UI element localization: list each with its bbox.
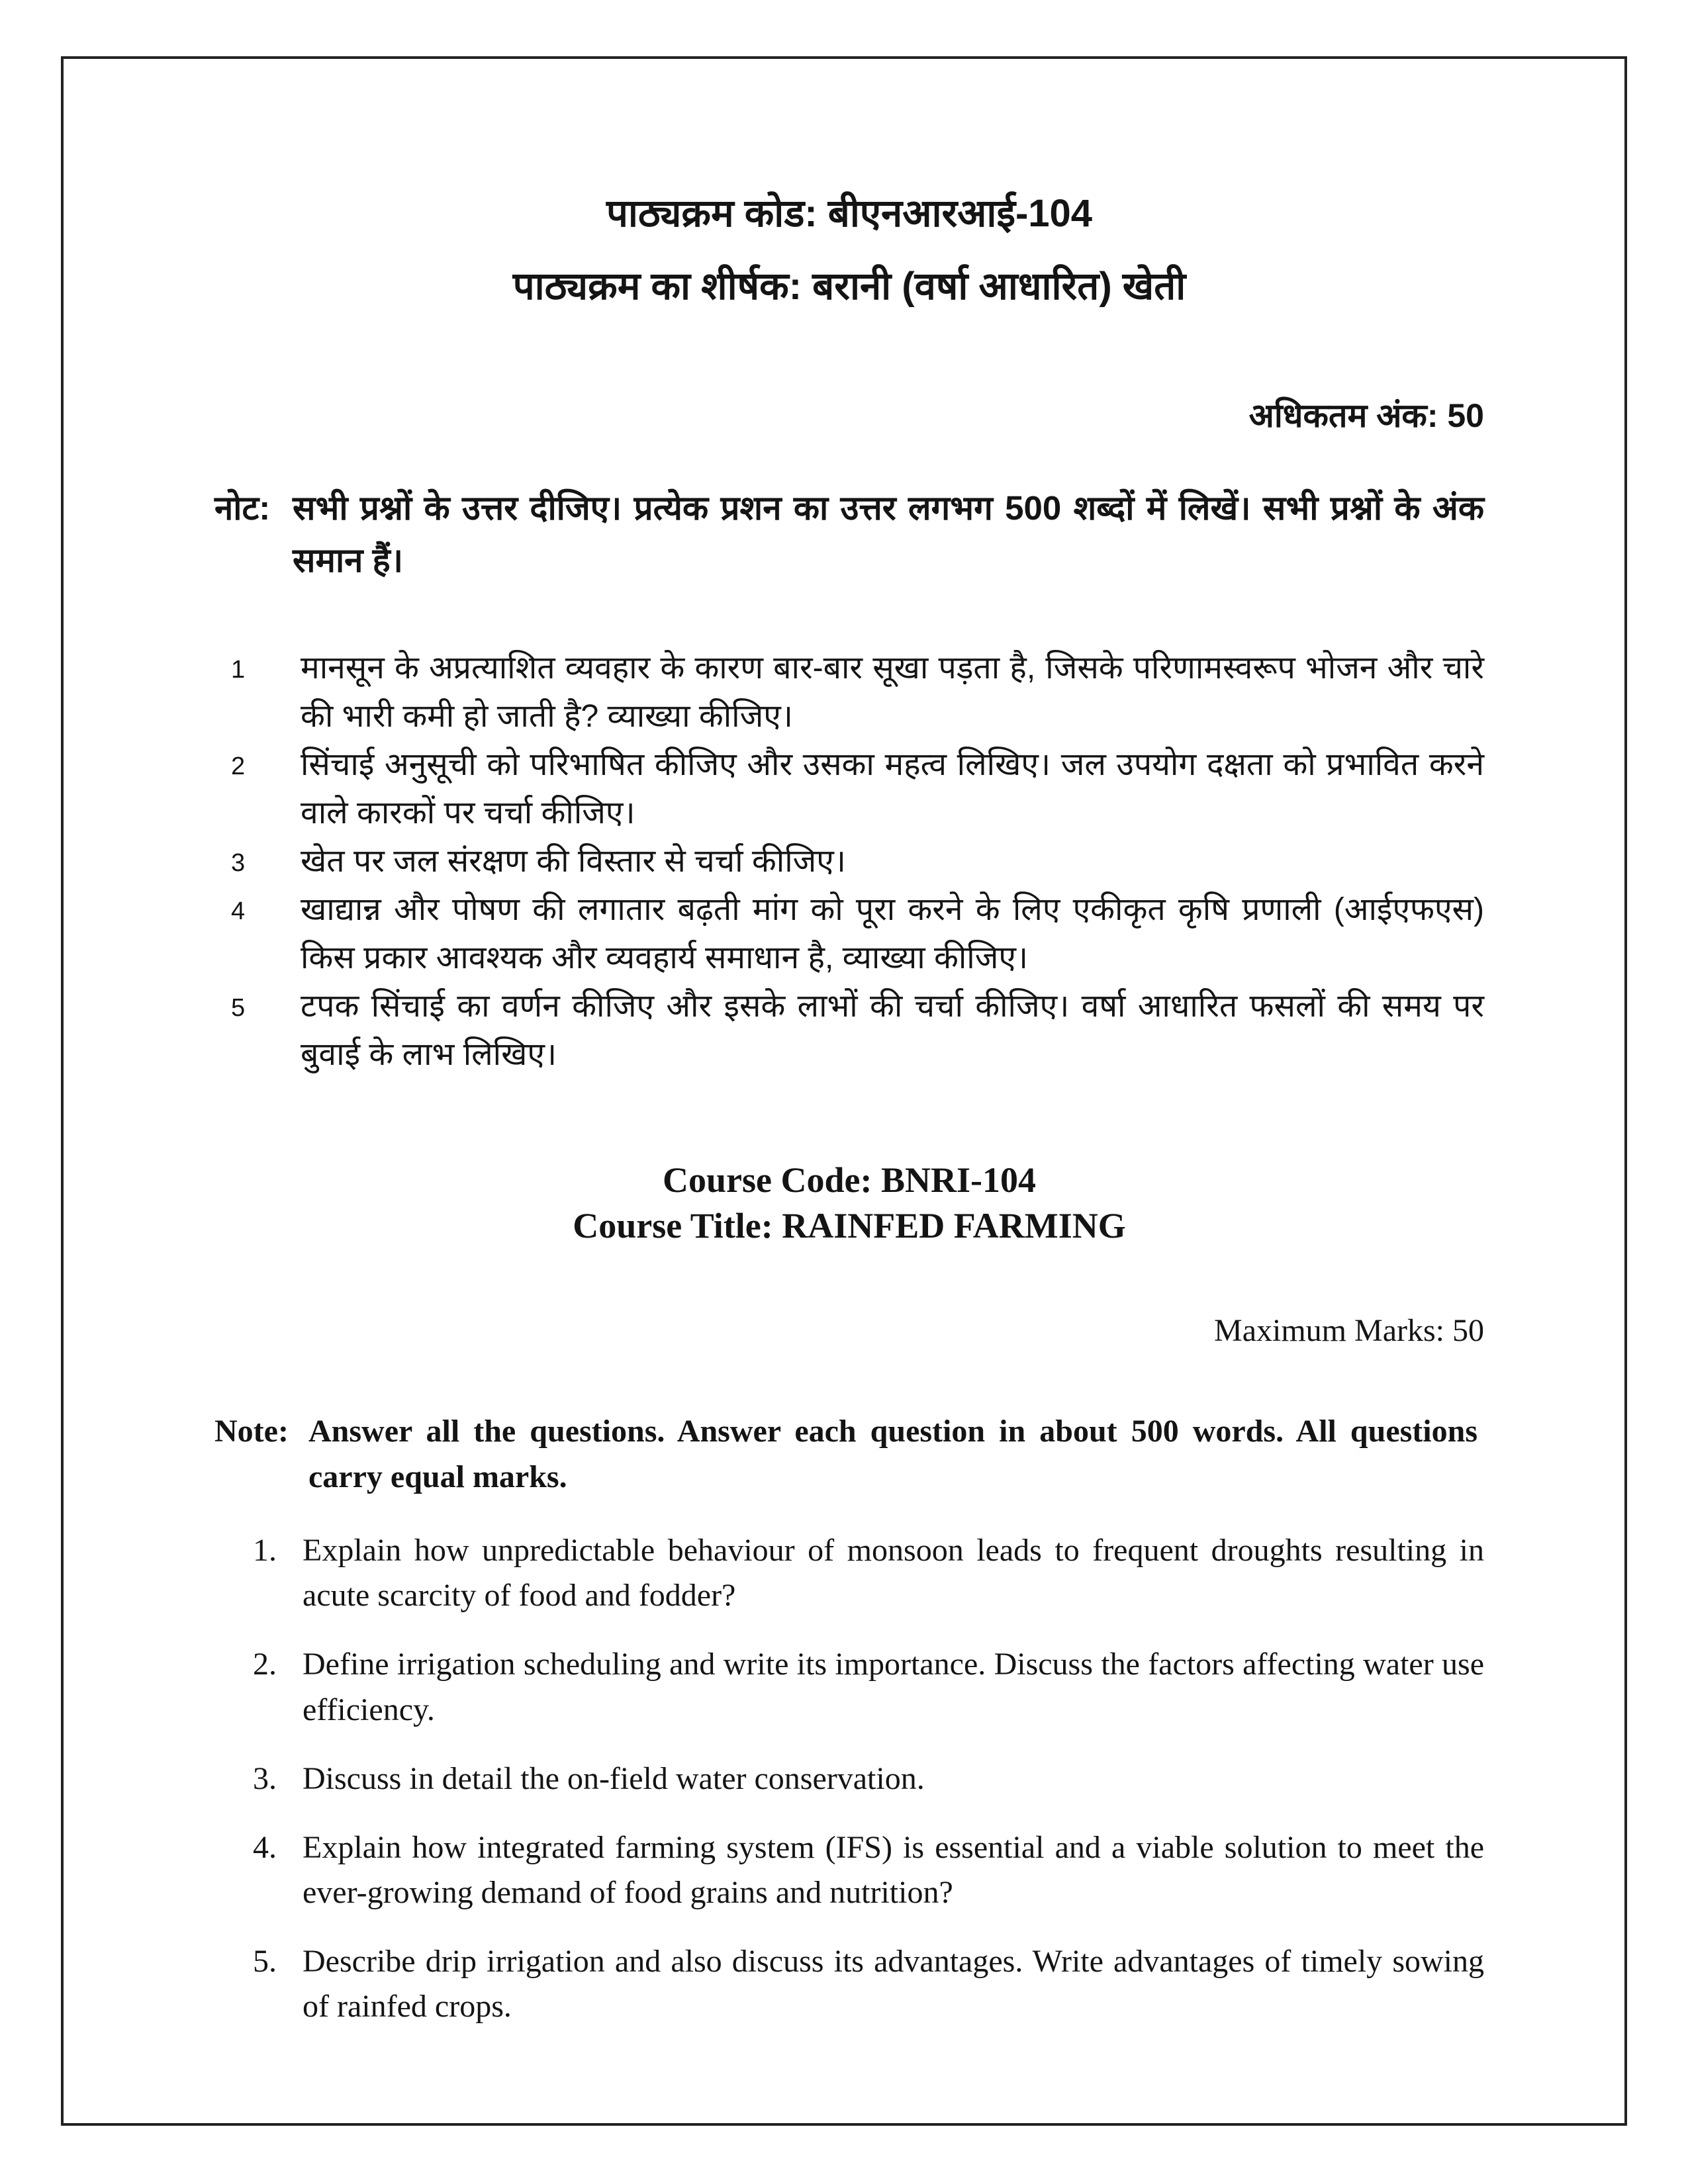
- question-text: मानसून के अप्रत्याशित व्यवहार के कारण बार-बार सूखा पड़ता है, जिसके परिणामस्वरूप भोजन और चारे की भारी कमी हो जाती है? व्याख्या कीजिए।: [301, 651, 1484, 735]
- english-note-text: Answer all the questions. Answer each question in about 500 words. All questions carry equal marks.: [308, 1413, 1477, 1495]
- english-note-label: Note:: [214, 1413, 289, 1449]
- question-number: 3: [231, 848, 246, 877]
- page-border: [61, 56, 1627, 2126]
- question-number: 2.: [253, 1647, 277, 1682]
- question-number: 2: [231, 752, 246, 780]
- question-number: 4.: [253, 1829, 277, 1865]
- hindi-max-marks: अधिकतम अंक: 50: [1248, 397, 1484, 434]
- hindi-note: [214, 482, 1484, 586]
- question-number: 1.: [253, 1533, 277, 1569]
- hindi-course-code-heading: पाठ्यक्रम कोड: बीएनआरआई-104: [606, 192, 1093, 235]
- question-number: 1: [231, 656, 246, 684]
- hindi-question-5: [214, 983, 1484, 1079]
- hindi-question-1: [214, 645, 1484, 741]
- hindi-question-4: [214, 886, 1484, 983]
- question-text: Define irrigation scheduling and write its importance. Discuss the factors affecting water use efficiency.: [303, 1647, 1484, 1727]
- english-note: [214, 1408, 1484, 1500]
- hindi-course-title-heading: पाठ्यक्रम का शीर्षक: बरानी (वर्षा आधारित) खेती: [512, 265, 1186, 308]
- question-number: 4: [231, 897, 246, 925]
- hindi-section: [214, 192, 1484, 1079]
- question-text: Describe drip irrigation and also discuss its advantages. Write advantages of timely sowing of rainfed crops.: [303, 1944, 1484, 2025]
- question-text: सिंचाई अनुसूची को परिभाषित कीजिए और उसका महत्व लिखिए। जल उपयोग दक्षता को प्रभावित करने वाले कारकों पर चर्चा कीजिए।: [301, 747, 1484, 831]
- question-number: 5: [231, 993, 246, 1022]
- english-question-3: [214, 1756, 1484, 1801]
- hindi-question-3: [214, 838, 1484, 886]
- question-number: 3.: [253, 1760, 277, 1796]
- hindi-question-list: [214, 645, 1484, 1079]
- question-text: Explain how unpredictable behaviour of monsoon leads to frequent droughts resulting in acute scarcity of food and fodder?: [303, 1533, 1484, 1614]
- english-section: [214, 1158, 1484, 2030]
- question-text: Discuss in detail the on-field water conservation.: [303, 1760, 925, 1796]
- english-max-marks: Maximum Marks: 50: [1214, 1312, 1484, 1348]
- hindi-question-2: [214, 741, 1484, 838]
- english-question-5: [214, 1939, 1484, 2029]
- question-text: टपक सिंचाई का वर्णन कीजिए और इसके लाभों की चर्चा कीजिए। वर्षा आधारित फसलों की समय पर बुवाई के लाभ लिखिए।: [301, 988, 1484, 1072]
- question-text: Explain how integrated farming system (IFS) is essential and a viable solution to meet the ever-growing demand of food grains and nutrition?: [303, 1829, 1484, 1911]
- hindi-note-label: नोट:: [214, 489, 271, 527]
- question-number: 5.: [253, 1944, 277, 1979]
- english-question-4: [214, 1825, 1484, 1915]
- english-question-1: [214, 1528, 1484, 1618]
- english-question-list: [214, 1528, 1484, 2029]
- question-text: खाद्यान्न और पोषण की लगातार बढ़ती मांग को पूरा करने के लिए एकीकृत कृषि प्रणाली (आईएफएस) किस प्रकार आवश्यक और व्यवहार्य समाधान है, व्याख्या कीजिए।: [301, 891, 1484, 976]
- hindi-note-text: सभी प्रश्नों के उत्तर दीजिए। प्रत्येक प्रशन का उत्तर लगभग 500 शब्दों में लिखें। सभी प्रश्नों के अंक समान हैं।: [293, 489, 1484, 580]
- english-course-title-heading: Course Title: RAINFED FARMING: [573, 1205, 1126, 1246]
- question-text: खेत पर जल संरक्षण की विस्तार से चर्चा कीजिए।: [301, 843, 847, 879]
- english-course-code-heading: Course Code: BNRI-104: [663, 1160, 1036, 1200]
- english-question-2: [214, 1642, 1484, 1732]
